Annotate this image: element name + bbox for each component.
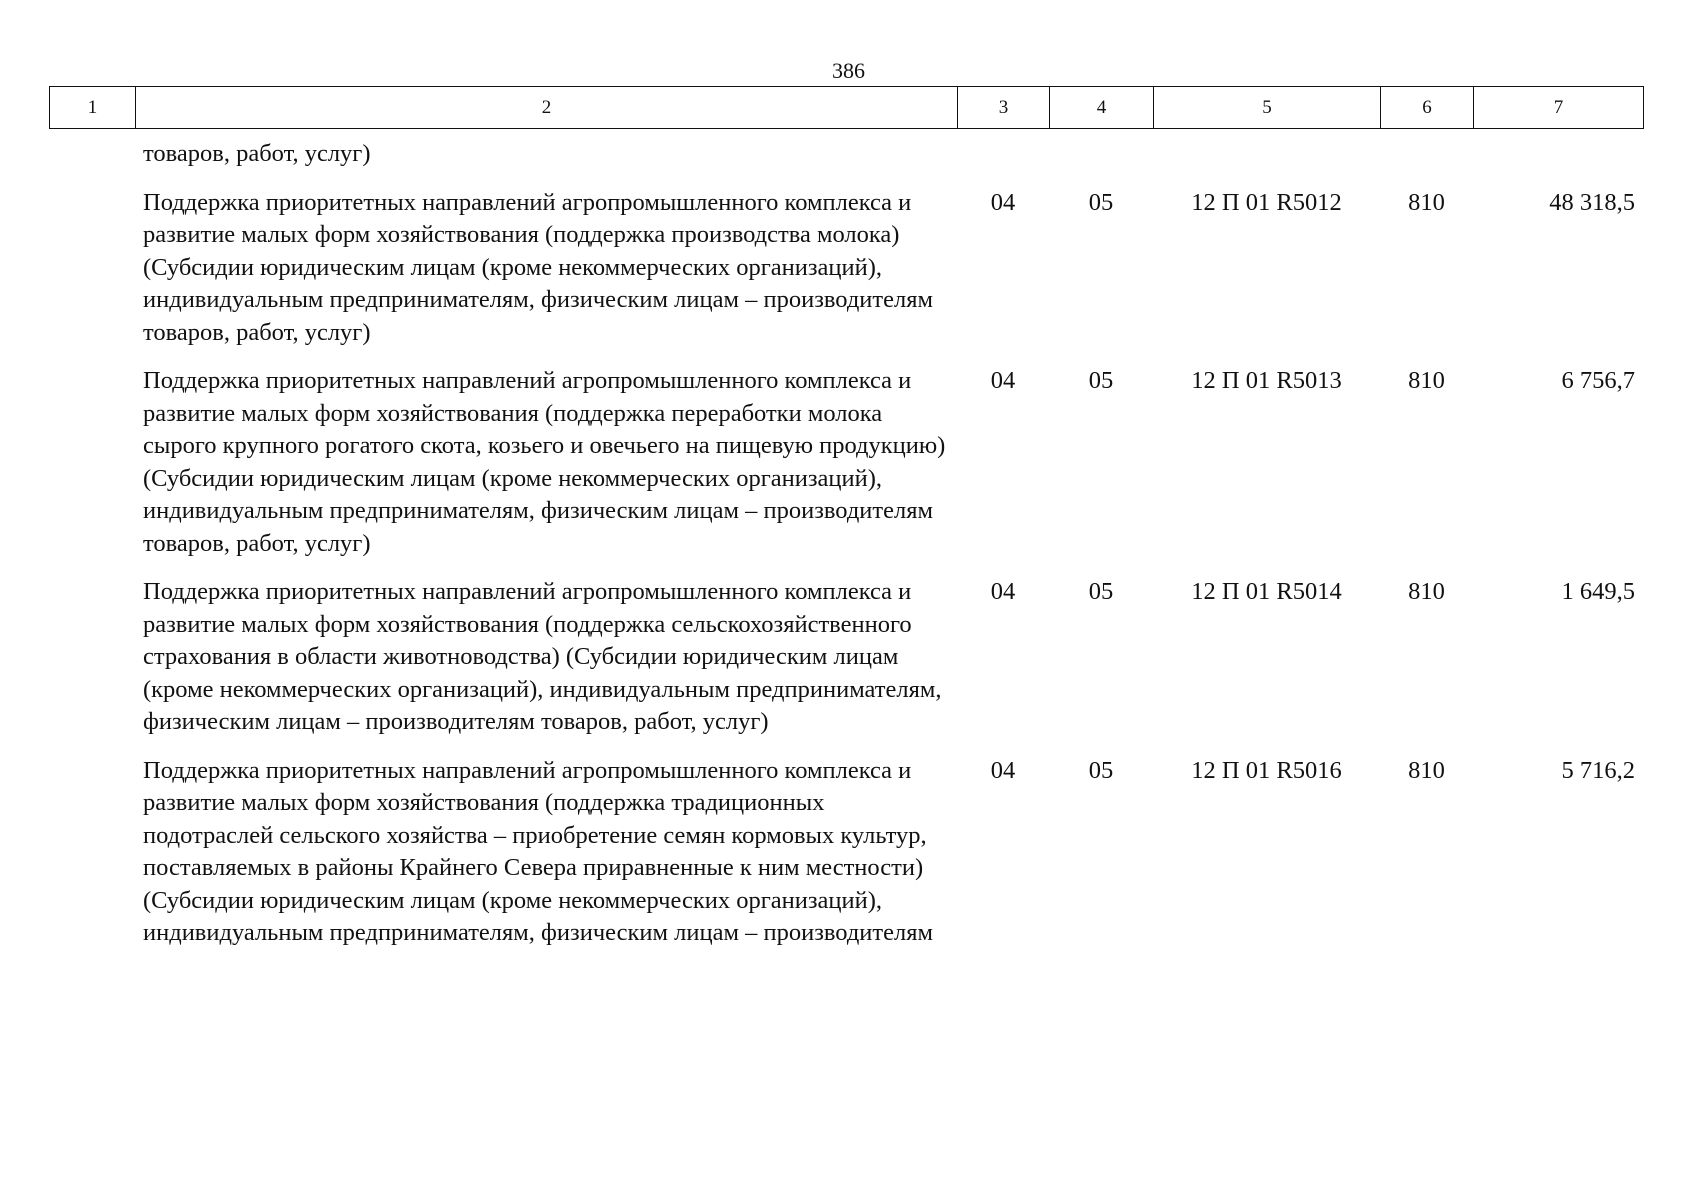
row-expense-type: 810 — [1408, 367, 1445, 394]
column-header-1: 1 — [50, 87, 136, 129]
table-body — [49, 138, 1643, 966]
row-amount: 48 318,5 — [1549, 188, 1635, 216]
row-description: Поддержка приоритетных направлений агропромышленного комплекса и развитие малых форм хозяйствования (поддержка переработки молока сырого крупного рогатого скота, козьего и овечьего на пищевую продукцию) (Субсидии юридическим лицам (кроме некоммерческих организаций), индивидуальным предпринимателям, физическим лицам – производителям товаров, работ, услуг) — [143, 367, 946, 557]
row-subsection-code: 05 — [1088, 188, 1114, 216]
row-target-article — [1153, 138, 1380, 171]
row-target-article: 12 П 01 R5014 — [1191, 578, 1342, 605]
row-subsection-code: 05 — [1088, 756, 1114, 784]
row-number-cell — [49, 138, 135, 171]
row-expense-type: 810 — [1408, 578, 1445, 605]
row-section-code: 04 — [990, 367, 1016, 394]
page-number: 386 — [832, 58, 865, 83]
column-header-6: 6 — [1381, 87, 1474, 129]
row-section-code: 04 — [990, 578, 1016, 605]
row-amount — [1473, 138, 1643, 171]
column-header-4: 4 — [1050, 87, 1154, 129]
row-amount: 5 716,2 — [1561, 756, 1635, 784]
row-number-cell — [49, 755, 135, 950]
column-header-7: 7 — [1474, 87, 1644, 129]
column-header-5: 5 — [1154, 87, 1381, 129]
row-section-code: 04 — [990, 756, 1016, 784]
row-description: Поддержка приоритетных направлений агропромышленного комплекса и развитие малых форм хозяйствования (поддержка производства молока) (Субсидии юридическим лицам (кроме некоммерческих организаций), индивидуальным предпринимателям, физическим лицам – производителям товаров, работ, услуг) — [143, 188, 933, 346]
row-number-cell — [49, 576, 135, 739]
column-header-3: 3 — [958, 87, 1050, 129]
row-target-article: 12 П 01 R5013 — [1191, 367, 1342, 394]
row-expense-type: 810 — [1408, 188, 1445, 216]
table-row — [49, 187, 1643, 350]
row-description: Поддержка приоритетных направлений агропромышленного комплекса и развитие малых форм хозяйствования (поддержка сельскохозяйственного страхования в области животноводства) (Субсидии юридическим лицам (кроме некоммерческих организаций), индивидуальным предпринимателям, физическим лицам – производителям товаров, работ, услуг) — [143, 578, 942, 735]
row-target-article: 12 П 01 R5016 — [1191, 756, 1342, 784]
row-amount: 6 756,7 — [1561, 367, 1635, 394]
row-description: товаров, работ, услуг) — [143, 140, 371, 167]
row-description: Поддержка приоритетных направлений агропромышленного комплекса и развитие малых форм хозяйствования (поддержка традиционных подотраслей сельского хозяйства – приобретение семян кормовых культур, поставляемых в районы Крайнего Севера приравненные к ним местности) (Субсидии юридическим лицам (кроме некоммерческих организаций), индивидуальным предпринимателям, физическим лицам – производителям — [143, 756, 933, 946]
row-section-code — [957, 138, 1049, 171]
table-row — [49, 365, 1643, 560]
row-section-code: 04 — [990, 188, 1016, 216]
row-subsection-code: 05 — [1088, 578, 1114, 605]
row-number-cell — [49, 187, 135, 350]
column-header-2: 2 — [136, 87, 958, 129]
column-header-row — [50, 87, 1644, 129]
row-amount: 1 649,5 — [1561, 578, 1635, 605]
table-row — [49, 576, 1643, 739]
table-row — [49, 138, 1643, 171]
row-subsection-code: 05 — [1088, 367, 1114, 394]
row-number-cell — [49, 365, 135, 560]
row-expense-type — [1380, 138, 1473, 171]
column-header-table — [49, 86, 1644, 129]
row-target-article: 12 П 01 R5012 — [1191, 188, 1342, 216]
row-expense-type: 810 — [1408, 756, 1445, 784]
row-subsection-code — [1049, 138, 1153, 171]
table-row — [49, 755, 1643, 950]
